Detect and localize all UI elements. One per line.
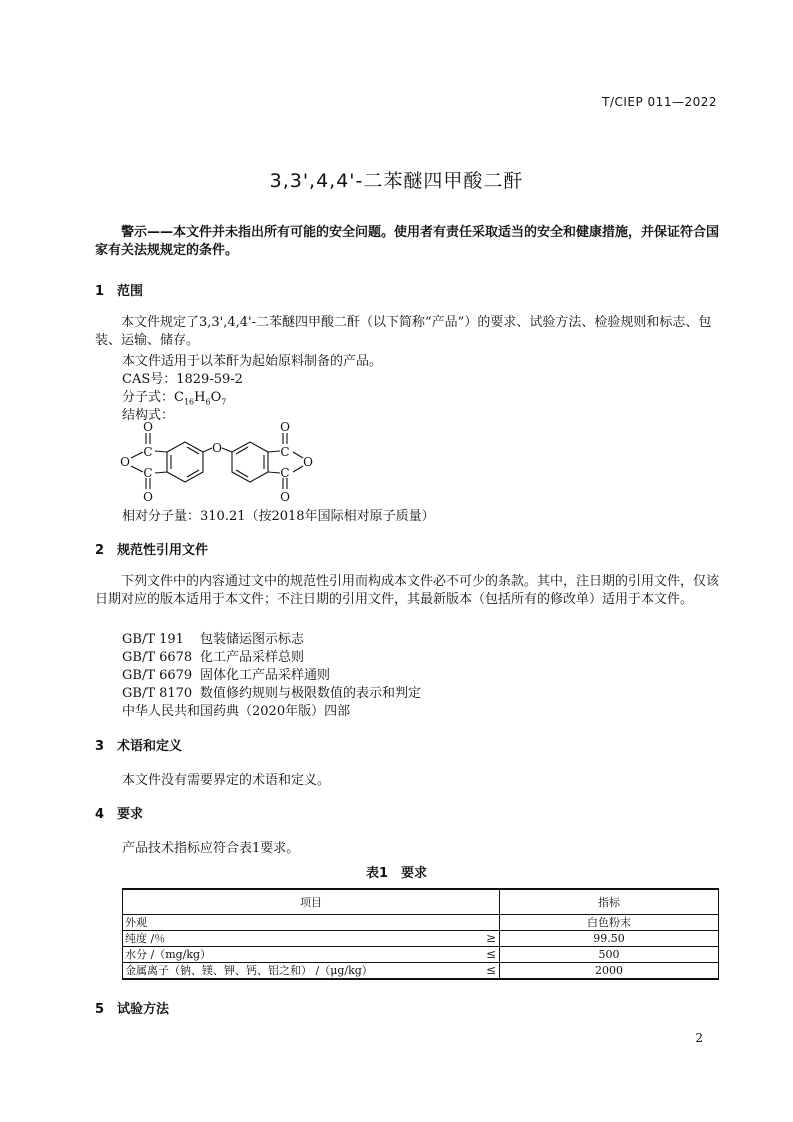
atom-o: O — [303, 455, 313, 469]
atom-o: O — [143, 420, 153, 434]
bond — [222, 448, 232, 452]
table-row — [123, 963, 719, 980]
row-item — [123, 963, 500, 980]
formula-c-count: 16 — [183, 397, 195, 407]
column-header-spec: 指标 — [500, 889, 719, 915]
section-heading-terms — [95, 735, 182, 754]
row-item — [123, 931, 500, 947]
row-value: 白色粉末 — [500, 915, 719, 931]
formula-h-count: 6 — [205, 397, 211, 407]
reference-item — [122, 682, 421, 701]
table-row — [123, 915, 719, 931]
benzene-ring-right — [232, 442, 268, 482]
bond — [293, 466, 303, 472]
section-title: 术语和定义 — [117, 739, 183, 754]
scope-applicability: 本文件适用于以苯酐为起始原料制备的产品。 — [122, 354, 383, 369]
section-heading-scope — [95, 280, 143, 299]
comparison-symbol: ≤ — [485, 947, 496, 961]
row-value: 99.50 — [500, 931, 719, 947]
bond — [293, 452, 303, 458]
formula-label: 分子式： — [122, 390, 175, 405]
item-label: 外观 — [125, 916, 147, 929]
atom-c: C — [280, 466, 290, 480]
standard-code: T/CIEP 011—2022 — [602, 95, 717, 109]
bond — [268, 472, 280, 473]
column-header-item: 项目 — [123, 889, 500, 915]
reference-name: 包装储运图示标志 — [200, 632, 305, 647]
item-label: 金属离子（钠、镁、钾、钙、铝之和） /（μg/kg） — [125, 964, 373, 977]
terms-paragraph: 本文件没有需要界定的术语和定义。 — [122, 773, 331, 788]
atom-o: O — [280, 420, 290, 434]
benzene-ring-left — [167, 442, 203, 482]
formula-h: H — [194, 390, 206, 405]
scope-paragraph: 本文件规定了3,3',4,4'-二苯醚四甲酸二酐（以下简称“产品”）的要求、试验方法、检验规则和标志、包装、运输、储存。 — [95, 315, 712, 348]
atom-o: O — [120, 455, 130, 469]
row-item — [123, 915, 500, 931]
comparison-symbol: ≥ — [485, 931, 496, 945]
formula-o: O — [210, 390, 222, 405]
row-item — [123, 947, 500, 963]
table-row — [123, 947, 719, 963]
atom-o-bridge: O — [212, 441, 222, 455]
table-caption: 表1 要求 — [365, 866, 428, 881]
section-number: 1 — [95, 284, 105, 299]
reference-item — [122, 646, 304, 665]
section-heading-references — [95, 539, 208, 558]
bond — [155, 472, 167, 473]
cas-number: CAS号：1829-59-2 — [122, 372, 243, 387]
reference-item — [122, 664, 330, 683]
reference-name: 数值修约规则与极限数值的表示和判定 — [200, 686, 422, 701]
item-label: 水分 /（mg/kg） — [125, 948, 212, 961]
reference-item — [122, 628, 304, 647]
atom-o: O — [280, 490, 290, 504]
reference-pharmacopoeia: 中华人民共和国药典（2020年版）四部 — [122, 704, 351, 719]
bond — [187, 470, 199, 477]
section-title: 规范性引用文件 — [117, 543, 209, 558]
section-title: 范围 — [117, 284, 144, 299]
bond — [131, 466, 143, 472]
safety-warning: 警示——本文件并未指出所有可能的安全问题。使用者有责任采取适当的安全和健康措施，并保证符合国家有关法规规定的条件。 — [95, 225, 720, 258]
molar-mass: 相对分子量：310.21（按2018年国际相对原子质量） — [122, 509, 435, 524]
bond — [131, 452, 143, 458]
atom-c: C — [143, 445, 153, 459]
bond — [155, 451, 167, 452]
section-title: 试验方法 — [117, 1002, 170, 1017]
section-title: 要求 — [117, 807, 144, 822]
reference-name: 固体化工产品采样通则 — [200, 668, 331, 683]
bond — [268, 451, 280, 452]
comparison-symbol: ≤ — [485, 963, 496, 977]
reference-code: GB/T 6678 — [122, 650, 193, 665]
formula-c: C — [174, 390, 184, 405]
reference-code: GB/T 8170 — [122, 686, 193, 701]
section-number: 4 — [95, 807, 105, 822]
atom-o: O — [143, 490, 153, 504]
section-number: 5 — [95, 1002, 105, 1017]
structure-label: 结构式： — [122, 408, 175, 423]
bond — [236, 470, 248, 477]
bond — [203, 448, 212, 452]
formula-o-count: 7 — [221, 397, 227, 407]
references-paragraph: 下列文件中的内容通过文中的规范性引用而构成本文件必不可少的条款。其中，注日期的引用文件，仅该日期对应的版本适用于本文件；不注日期的引用文件，其最新版本（包括所有的修改单）适用于本文件。 — [95, 574, 720, 607]
item-label: 纯度 /％ — [125, 932, 166, 945]
requirements-table — [122, 888, 719, 980]
atom-c: C — [280, 445, 290, 459]
table-row — [123, 931, 719, 947]
row-value: 2000 — [500, 963, 719, 980]
requirements-paragraph: 产品技术指标应符合表1要求。 — [122, 841, 300, 856]
page-number: 2 — [695, 1031, 703, 1045]
reference-name: 化工产品采样总则 — [200, 650, 305, 665]
section-number: 2 — [95, 543, 105, 558]
row-value: 500 — [500, 947, 719, 963]
bond — [187, 447, 199, 454]
section-heading-test-methods — [95, 998, 169, 1017]
table-header-row — [123, 889, 719, 915]
atom-c: C — [143, 466, 153, 480]
section-number: 3 — [95, 739, 105, 754]
reference-code: GB/T 6679 — [122, 668, 193, 683]
section-heading-requirements — [95, 803, 143, 822]
bond — [236, 447, 248, 454]
structural-formula — [115, 420, 325, 504]
reference-code: GB/T 191 — [122, 632, 184, 647]
document-title: 3,3',4,4'-二苯醚四甲酸二酐 — [269, 170, 524, 192]
